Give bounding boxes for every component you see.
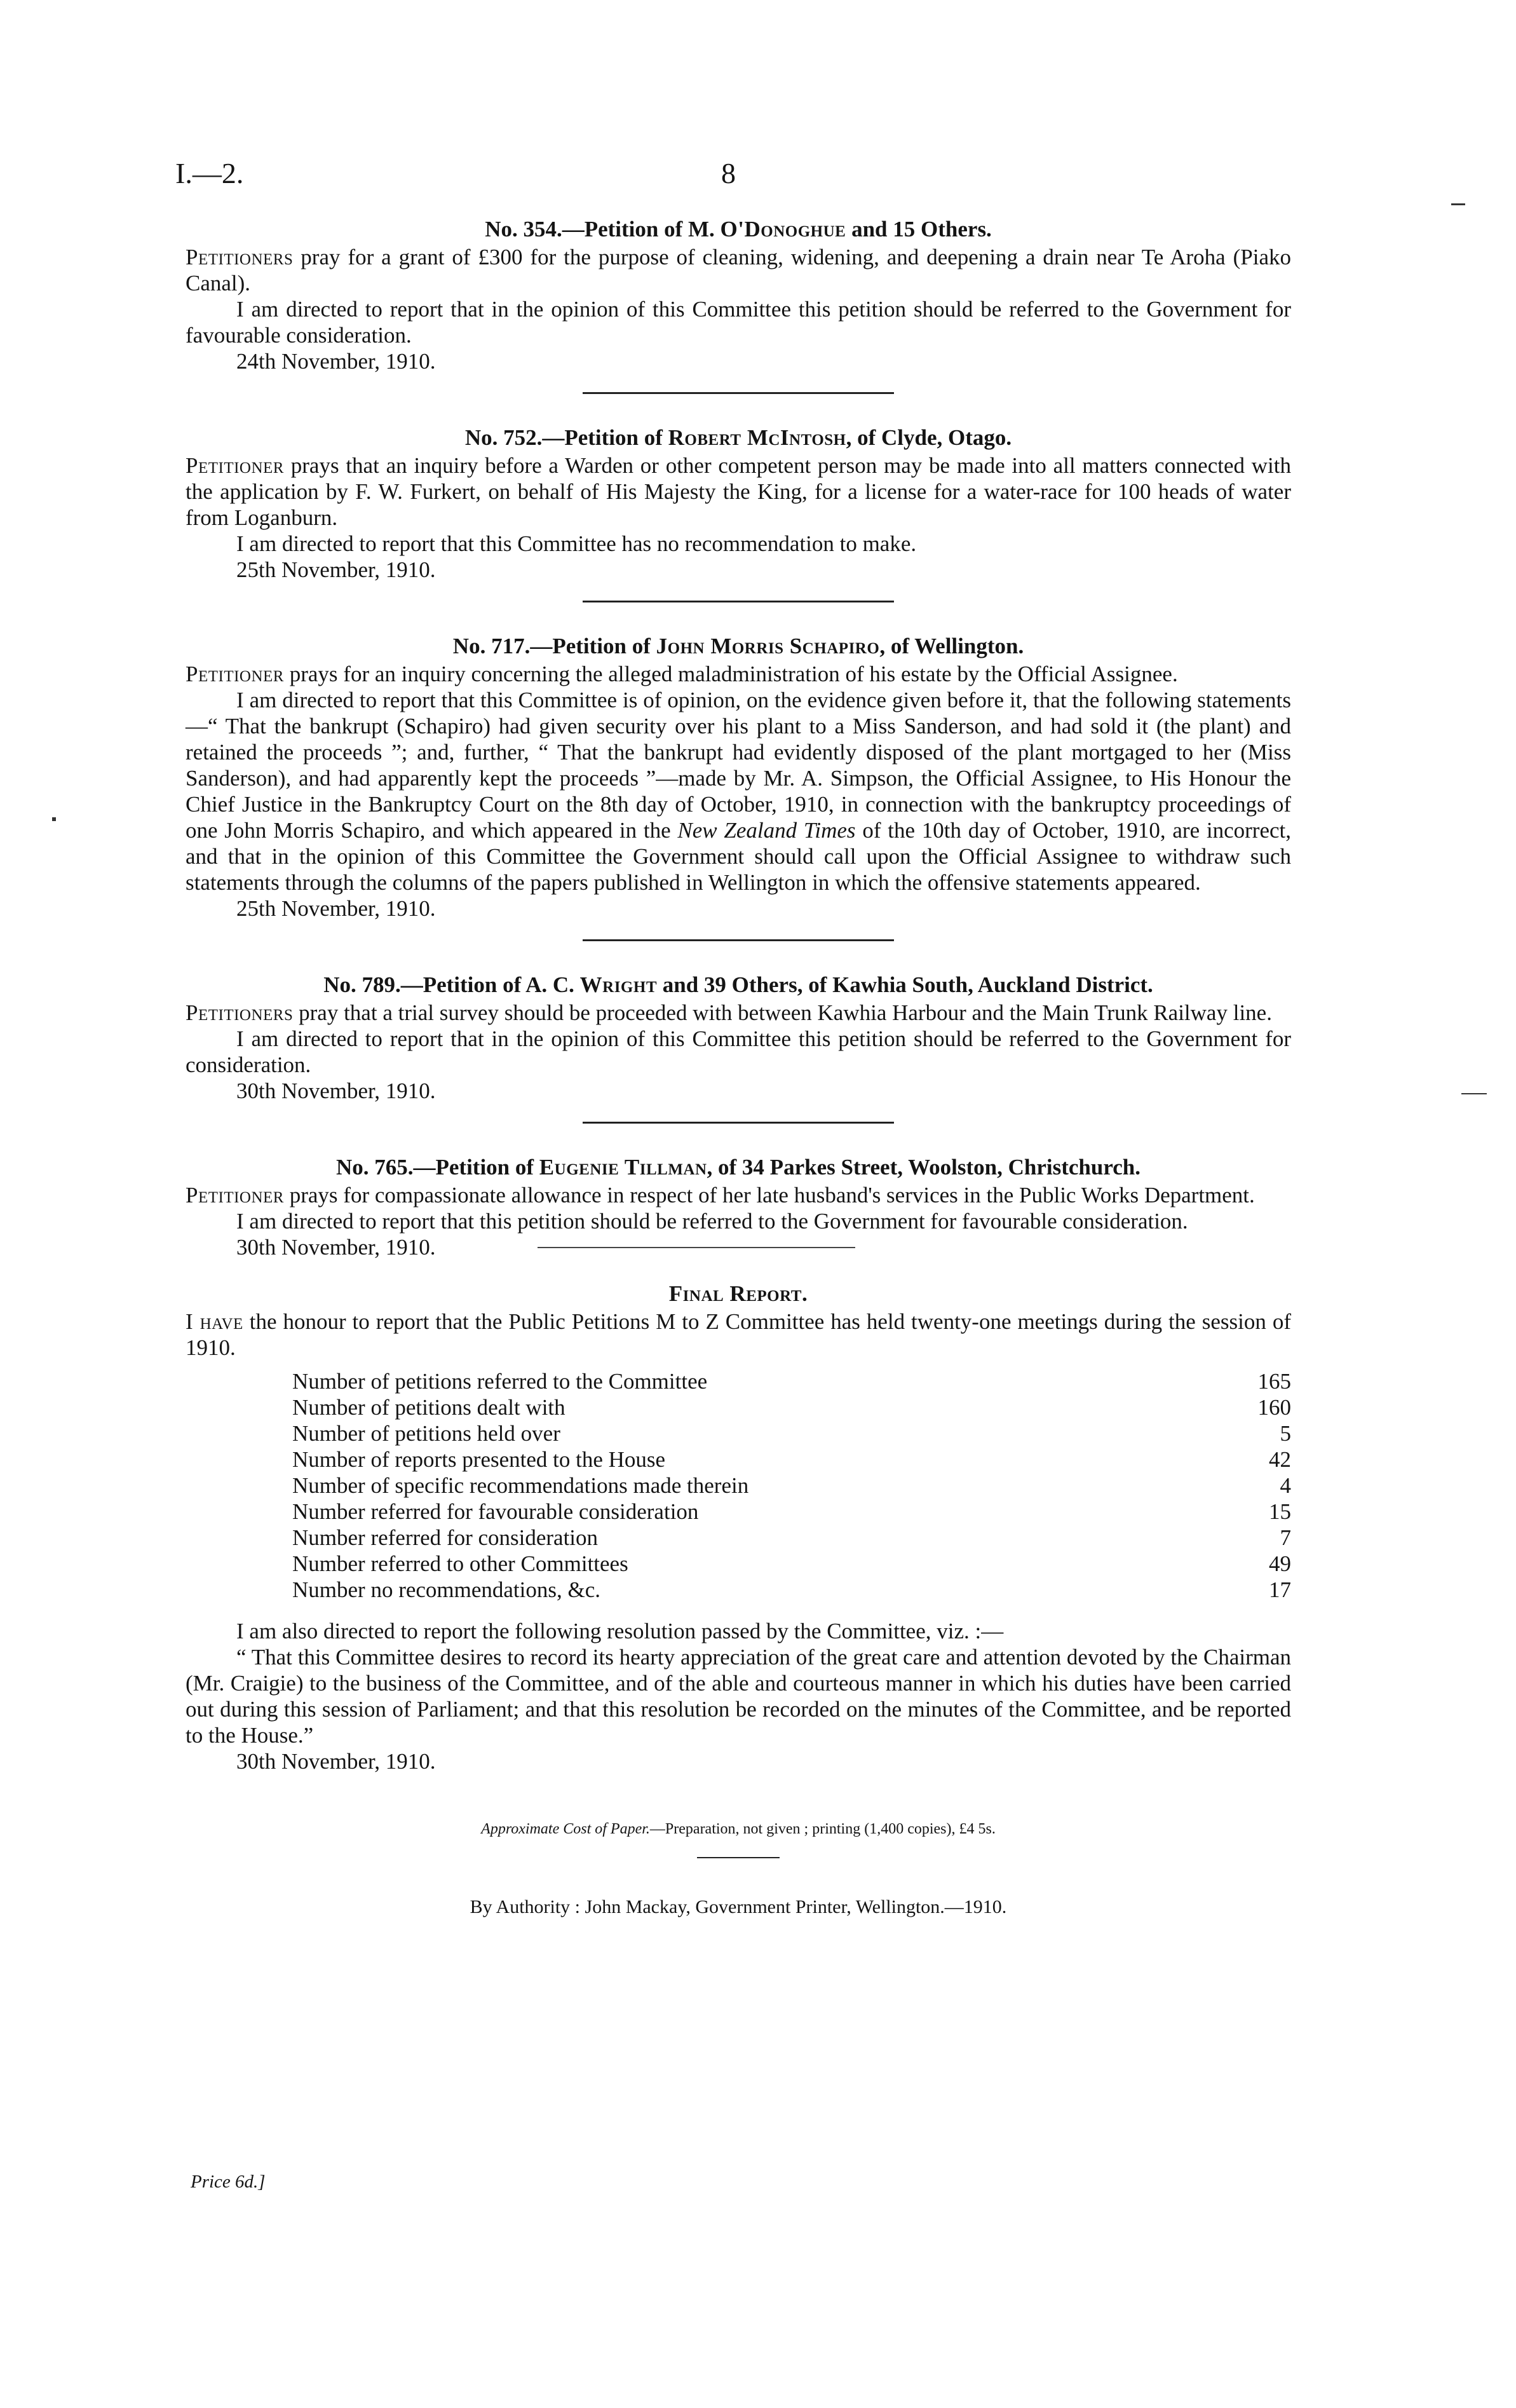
final-report [186,1279,1291,1774]
petition-354 [186,215,1291,374]
stats-value: 7 [1280,1525,1291,1550]
stats-value: 15 [1269,1499,1291,1524]
petition-title: No. 717.—Petition of John Morris Schapiro, of Wellington. [452,634,1024,658]
section-divider [583,392,894,394]
margin-mark [1461,1093,1487,1094]
stats-label: Number no recommendations, &c. [292,1577,601,1602]
petition-prayer: Petitioners pray that a trial survey should be proceeded with between Kawhia Harbour and the Main Trunk Railway line. [186,1000,1272,1025]
report-date: 30th November, 1910. [236,1078,436,1103]
petition-765 [186,1153,1291,1260]
committee-report: I am directed to report that this petition should be referred to the Government for favourable consideration. [236,1209,1188,1234]
resolution-intro: I am also directed to report the following resolution passed by the Committee, viz. :— [236,1619,1004,1643]
margin-mark [52,817,56,821]
petition-prayer: Petitioner prays for an inquiry concerning the alleged maladministration of his estate by the Official Assignee. [186,662,1178,686]
stats-label: Number of petitions dealt with [292,1395,565,1420]
committee-report: I am directed to report that in the opinion of this Committee this petition should be referred to the Government for consideration. [186,1026,1291,1077]
resolution-text: “ That this Committee desires to record its hearty appreciation of the great care and attention devoted by the Chairman (Mr. Craigie) to the business of the Committee, and of the able and courteous manner in which his duties have been carried out during this session of Parliament; and that this resolution be recorded on the minutes of the Committee, and be reported to the House.” [186,1645,1291,1748]
petition-789 [186,970,1291,1104]
stats-label: Number of reports presented to the House [292,1447,666,1472]
petition-prayer: Petitioners pray for a grant of £300 for the purpose of cleaning, widening, and deepening a drain near Te Aroha (Piako Canal). [186,245,1291,296]
stats-value: 49 [1269,1551,1291,1576]
stats-row [292,1473,1291,1499]
petition-title: No. 789.—Petition of A. C. Wright and 39 Others, of Kawhia South, Auckland District. [323,972,1153,997]
page-content [186,215,1291,1918]
page-number: 8 [721,157,736,189]
petition-title: No. 765.—Petition of Eugenie Tillman, of 34 Parkes Street, Woolston, Christchurch. [335,1155,1141,1180]
cost-note: Approximate Cost of Paper.—Preparation, not given ; printing (1,400 copies), £4 5s. [481,1821,996,1837]
stats-row [292,1368,1291,1394]
report-date: 30th November, 1910. [236,1235,436,1260]
petition-title: No. 354.—Petition of M. O'Donoghue and 15 Others. [485,217,992,241]
stats-label: Number of petitions referred to the Committee [292,1369,708,1394]
report-date: 30th November, 1910. [236,1749,436,1774]
report-date: 25th November, 1910. [236,896,436,921]
stats-row [292,1577,1291,1603]
petition-prayer: Petitioner prays that an inquiry before a Warden or other competent person may be made into all matters connected with the application by F. W. Furkert, on behalf of His Majesty the King, for a license for a water-race for 100 heads of water from Loganburn. [186,453,1291,530]
stats-value: 4 [1280,1473,1291,1498]
stats-value: 17 [1269,1577,1291,1602]
petition-752 [186,423,1291,583]
stats-value: 42 [1269,1447,1291,1472]
final-report-intro: I have the honour to report that the Public Petitions M to Z Committee has held twenty-one meetings during the session of 1910. [186,1309,1291,1360]
stats-row [292,1551,1291,1577]
stats-value: 160 [1257,1395,1291,1420]
section-divider [583,939,894,941]
committee-report: I am directed to report that in the opinion of this Committee this petition should be referred to the Government for favourable consideration. [186,297,1291,348]
final-report-title: Final Report. [668,1281,808,1306]
stats-label: Number referred for favourable consideration [292,1499,699,1524]
paper-reference: I.—2. [175,157,244,189]
petition-717 [186,632,1291,922]
section-divider [583,1122,894,1124]
newspaper-title: New Zealand Times [677,818,856,843]
stats-value: 5 [1280,1421,1291,1446]
petition-prayer: Petitioner prays for compassionate allowance in respect of her late husband's services in the Public Works Department. [186,1183,1255,1207]
report-date: 24th November, 1910. [236,349,436,374]
stats-label: Number of specific recommendations made therein [292,1473,749,1498]
stats-row [292,1525,1291,1551]
stats-label: Number referred to other Committees [292,1551,628,1576]
stats-row [292,1499,1291,1525]
section-divider [538,1247,855,1248]
stats-row [292,1446,1291,1473]
margin-mark [1451,203,1465,205]
committee-report: I am directed to report that this Committee has no recommendation to make. [236,531,917,556]
stats-label: Number referred for consideration [292,1525,599,1550]
petition-title: No. 752.—Petition of Robert McIntosh, of Clyde, Otago. [464,425,1012,450]
date-row [186,1234,1291,1260]
statistics-table [292,1368,1291,1603]
stats-row [292,1420,1291,1446]
stats-row [292,1394,1291,1420]
report-date: 25th November, 1910. [236,557,436,582]
committee-report: I am directed to report that this Committee is of opinion, on the evidence given before it, that the following statements—“ That the bankrupt (Schapiro) had given security over his plant to a Miss Sanderson, and had sold it (the plant) and retained the proceeds ”; and, further, “ That the bankrupt had evidently disposed of the plant mortgaged to her (Miss Sanderson), and had apparently kept the proceeds ”—made by Mr. A. Simpson, the Official Assignee, to His Honour the Chief Justice in the Bankruptcy Court on the 8th day of October, 1910, in connection with the bankruptcy proceedings of one John Morris Schapiro, and which appeared in the New Zealand Times of the 10th day of October, 1910, are incorrect, and that in the opinion of this Committee the Government should call upon the Official Assignee to withdraw such statements through the columns of the papers published in Wellington in which the offensive statements appeared. [186,688,1291,895]
stats-label: Number of petitions held over [292,1421,560,1446]
stats-value: 165 [1257,1369,1291,1394]
section-divider [583,601,894,602]
printer-authority: By Authority : John Mackay, Government Printer, Wellington.—1910. [470,1896,1007,1917]
price-note: Price 6d.] [191,2172,266,2192]
footer-divider [697,1857,780,1858]
